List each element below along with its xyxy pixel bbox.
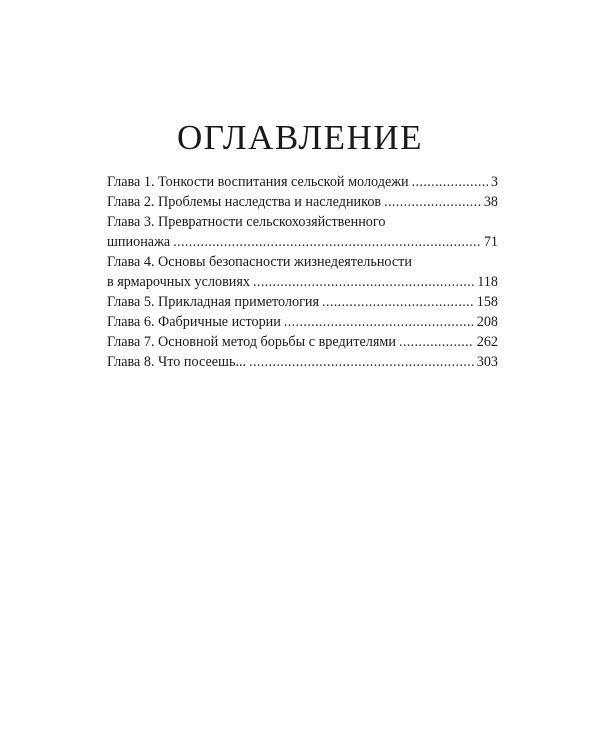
toc-entry-title: Глава 8. Что посеешь... (107, 354, 247, 370)
toc-entry-title: Глава 1. Тонкости воспитания сельской молодежи (107, 174, 409, 190)
dot-leader (412, 172, 488, 192)
toc-page-number: 208 (476, 314, 498, 330)
toc-entry-title: Глава 3. Превратности сельскохозяйственного (107, 214, 386, 230)
toc-entry-title: Глава 2. Проблемы наследства и наследников (107, 194, 382, 210)
toc-entry-title: Глава 7. Основной метод борьбы с вредителями (107, 334, 396, 350)
toc-entry-chapter-8 (107, 352, 498, 372)
toc-entry-chapter-6 (107, 312, 498, 332)
page-title: ОГЛАВЛЕНИЕ (177, 118, 423, 157)
toc-page-number: 262 (476, 334, 498, 350)
dot-leader (399, 332, 474, 352)
dot-leader (253, 272, 474, 292)
toc-entry-chapter-5 (107, 292, 498, 312)
toc-entry-title-continued: в ярмарочных условиях (107, 274, 251, 290)
toc-page-number: 118 (477, 274, 498, 290)
toc-entry-chapter-4 (107, 252, 498, 292)
toc-page-number: 158 (476, 294, 498, 310)
toc-entry-title: Глава 5. Прикладная приметология (107, 294, 320, 310)
toc-entry-title: Глава 6. Фабричные истории (107, 314, 281, 330)
dot-leader (249, 352, 474, 372)
toc-entry-chapter-1 (107, 172, 498, 192)
toc-page-number: 3 (490, 174, 498, 190)
dot-leader (173, 232, 481, 252)
toc-entry-title-continued: шпионажа (107, 234, 171, 250)
toc-page-number: 38 (483, 194, 498, 210)
toc-entry-chapter-3 (107, 212, 498, 252)
table-of-contents (107, 172, 498, 372)
dot-leader (384, 192, 481, 212)
toc-page-number: 303 (476, 354, 498, 370)
toc-entry-title: Глава 4. Основы безопасности жизнедеятельности (107, 254, 412, 270)
dot-leader (322, 292, 474, 312)
dot-leader (284, 312, 474, 332)
toc-entry-chapter-7 (107, 332, 498, 352)
toc-page-number: 71 (483, 234, 498, 250)
toc-entry-chapter-2 (107, 192, 498, 212)
